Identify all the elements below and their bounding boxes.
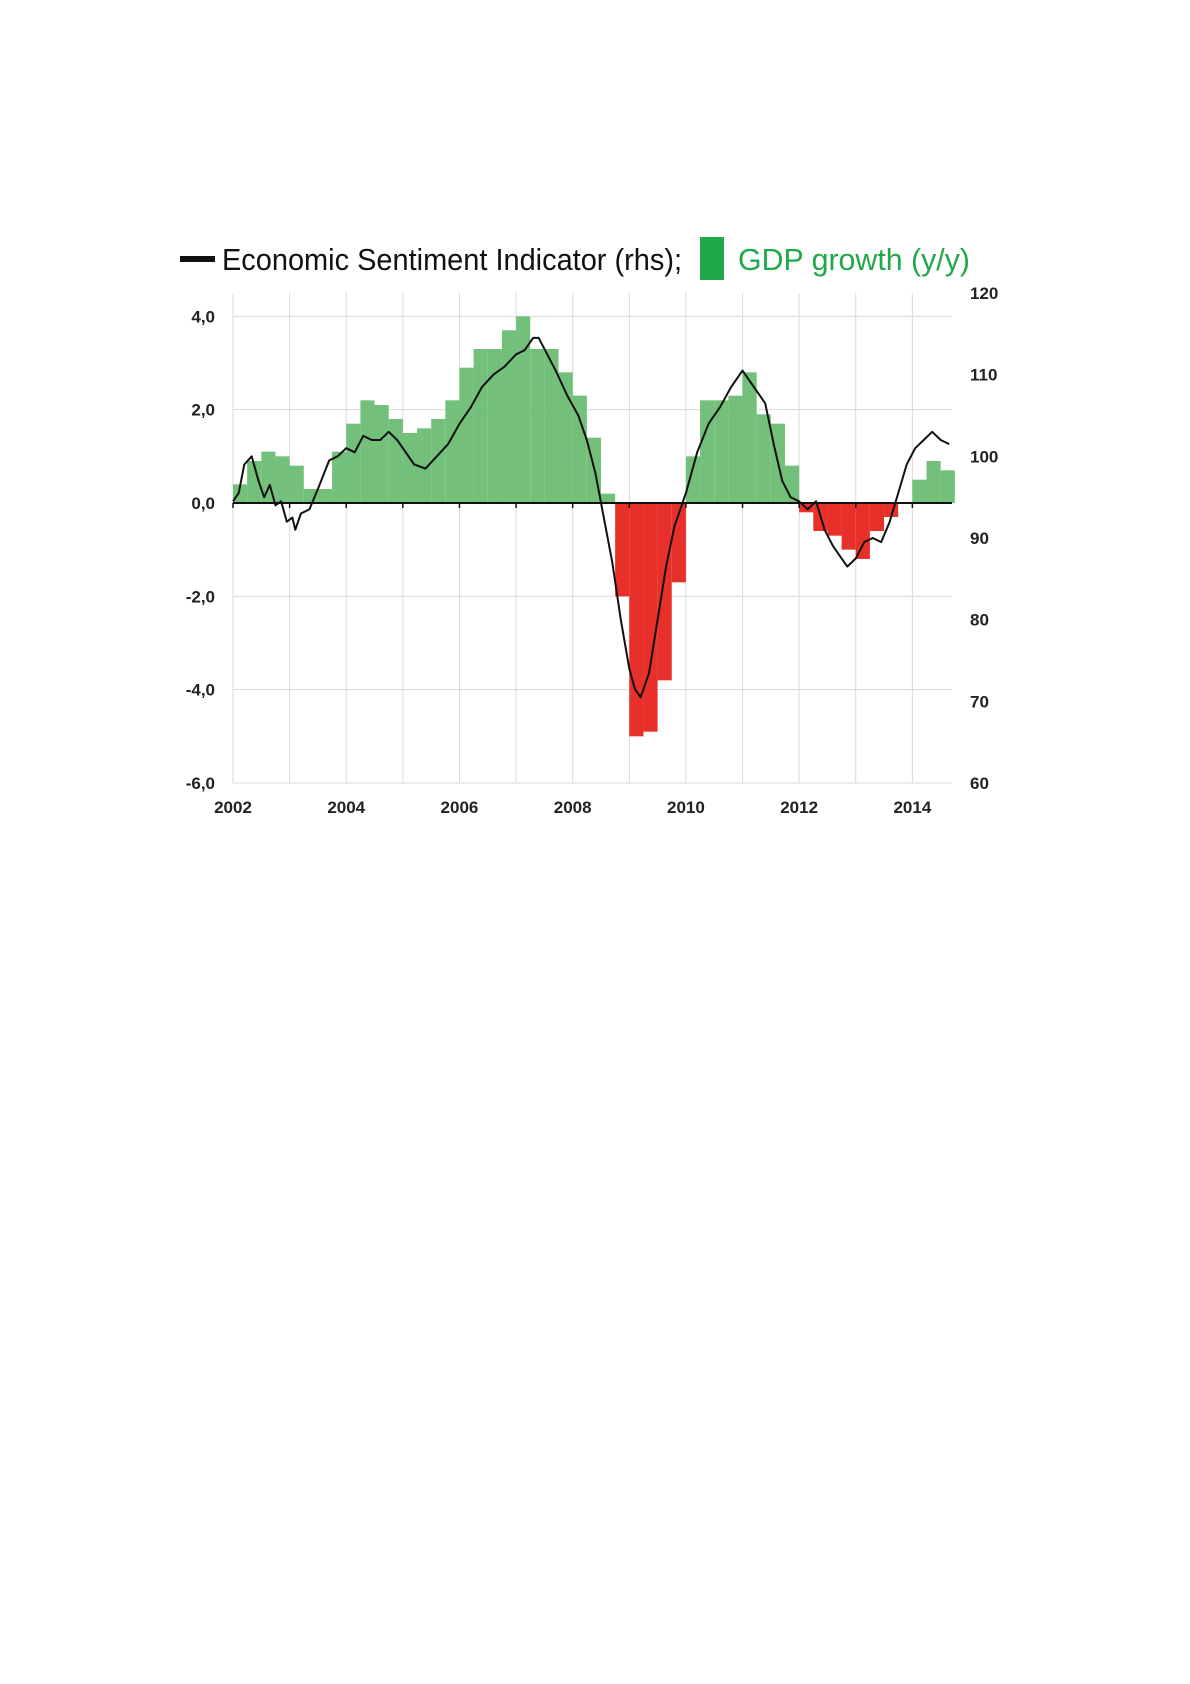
gdp-bar — [728, 396, 742, 503]
x-tick-label: 2012 — [780, 798, 819, 817]
gdp-bar — [743, 372, 757, 503]
gdp-bar — [601, 494, 615, 503]
x-tick-label: 2006 — [440, 798, 479, 817]
gdp-bar — [842, 503, 856, 550]
right-tick-label: 120 — [970, 284, 999, 303]
gdp-bar — [530, 349, 544, 503]
gdp-bar — [870, 503, 884, 531]
gdp-bar — [403, 433, 417, 503]
gdp-bar — [318, 489, 332, 503]
left-tick-label: -6,0 — [185, 774, 215, 793]
left-axis — [186, 307, 215, 793]
right-tick-label: 60 — [970, 774, 989, 793]
right-tick-label: 80 — [970, 610, 989, 630]
gdp-bar — [275, 456, 289, 503]
gdp-bar — [459, 368, 473, 503]
legend-bar-label: GDP growth (y/y) — [738, 242, 970, 277]
gdp-bar — [629, 503, 643, 736]
right-axis — [970, 284, 998, 793]
left-tick-label: -4,0 — [185, 680, 215, 700]
legend-bar-swatch — [700, 237, 724, 280]
x-axis — [214, 798, 932, 817]
gdp-bar — [573, 396, 587, 503]
left-tick-label: 0,0 — [191, 494, 215, 513]
gdp-bar — [389, 419, 403, 503]
gdp-bar — [488, 349, 502, 503]
gdp-bar — [360, 400, 374, 503]
legend-line-label: Economic Sentiment Indicator (rhs); — [222, 242, 682, 277]
right-tick-label: 110 — [970, 365, 998, 385]
gdp-bar — [332, 452, 346, 503]
gdp-bar — [941, 470, 955, 503]
gdp-bar — [658, 503, 672, 680]
x-tick-label: 2010 — [666, 798, 705, 817]
gdp-bar — [856, 503, 870, 559]
gdp-bar — [643, 503, 657, 732]
gdp-bar — [290, 466, 304, 503]
legend-line-swatch — [180, 256, 215, 262]
legend — [180, 237, 970, 280]
gdp-bar — [615, 503, 629, 596]
right-tick-label: 70 — [970, 692, 989, 712]
gdp-bar — [827, 503, 841, 536]
gdp-bar — [757, 414, 771, 503]
gdp-bar — [445, 400, 459, 503]
left-tick-label: 2,0 — [191, 400, 215, 420]
x-tick-label: 2014 — [893, 798, 932, 817]
gdp-bar — [700, 400, 714, 503]
gdp-bar — [927, 461, 941, 503]
left-tick-label: 4,0 — [191, 307, 215, 327]
gdp-bar — [714, 400, 728, 503]
x-tick-label: 2002 — [214, 798, 252, 817]
x-tick-label: 2004 — [327, 798, 366, 817]
left-tick-label: -2,0 — [185, 587, 215, 607]
gdp-bars — [233, 316, 955, 736]
gdp-bar — [375, 405, 389, 503]
right-tick-label: 100 — [970, 447, 999, 467]
gdp-bar — [474, 349, 488, 503]
gdp-bar — [912, 480, 926, 503]
gdp-bar — [346, 424, 360, 503]
right-tick-label: 90 — [970, 529, 989, 548]
gdp-bar — [686, 456, 700, 503]
x-tick-label: 2008 — [553, 798, 592, 817]
